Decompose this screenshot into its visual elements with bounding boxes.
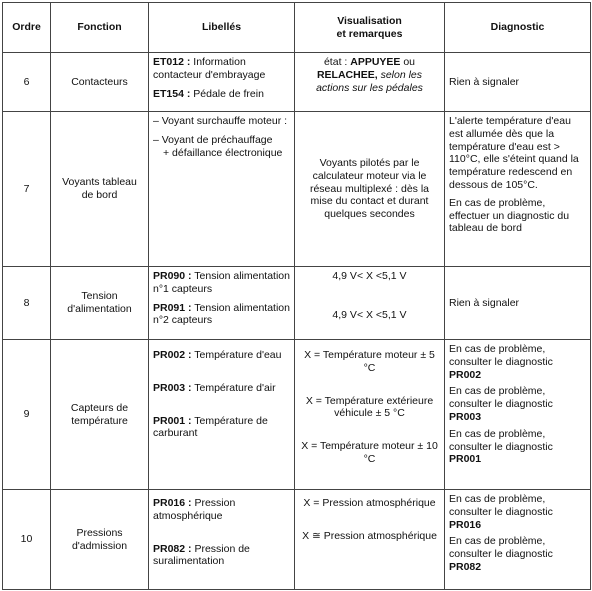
cell-libelles: ET012 : Information contacteur d'embrayage ET154 : Pédale de frein [149,53,295,112]
cell-ordre: 8 [3,267,51,340]
cell-ordre: 9 [3,340,51,490]
header-libelles: Libellés [149,3,295,53]
cell-libelles: PR090 : Tension alimentation n°1 capteurs PR091 : Tension alimentation n°2 capteurs [149,267,295,340]
cell-fonction: Contacteurs [51,53,149,112]
cell-ordre: 7 [3,112,51,267]
cell-diagnostic: En cas de problème, consulter le diagnostic PR016 En cas de problème, consulter le diagnostic PR082 [445,490,591,590]
table-row [3,340,591,490]
cell-ordre: 6 [3,53,51,112]
table-row [3,53,591,112]
table-row [3,267,591,340]
cell-fonction: Tension d'alimentation [51,267,149,340]
cell-fonction: Pressions d'admission [51,490,149,590]
cell-diagnostic: En cas de problème, consulter le diagnostic PR002 En cas de problème, consulter le diagnostic PR003 En cas de problème, consulter le diagnostic PR001 [445,340,591,490]
cell-fonction: Capteurs de température [51,340,149,490]
cell-diagnostic: Rien à signaler [445,53,591,112]
cell-libelles: PR016 : Pression atmosphérique PR082 : Pression de suralimentation [149,490,295,590]
header-fonction: Fonction [51,3,149,53]
cell-visualisation: Voyants pilotés par le calculateur moteur via le réseau multiplexé : dès la mise du contact et durant quelques secondes [295,112,445,267]
cell-libelles: – Voyant surchauffe moteur : – Voyant de préchauffage + défaillance électronique [149,112,295,267]
cell-visualisation: X = Pression atmosphérique X ≅ Pression atmosphérique [295,490,445,590]
table-row [3,490,591,590]
cell-ordre: 10 [3,490,51,590]
header-row [3,3,591,53]
cell-visualisation: X = Température moteur ± 5 °C X = Température extérieure véhicule ± 5 °C X = Température moteur ± 10 °C [295,340,445,490]
cell-visualisation: état : APPUYEE ou RELACHEE, selon les actions sur les pédales [295,53,445,112]
table-row [3,112,591,267]
diagnostic-table [2,2,591,590]
cell-diagnostic: L'alerte température d'eau est allumée dès que la température d'eau est > 110°C, elle s'éteint quand la température redescend en dessous de 105°C. En cas de problème, effectuer un diagnostic du tableau de bord [445,112,591,267]
cell-libelles: PR002 : Température d'eau PR003 : Température d'air PR001 : Température de carburant [149,340,295,490]
cell-fonction: Voyants tableau de bord [51,112,149,267]
cell-visualisation: 4,9 V< X <5,1 V 4,9 V< X <5,1 V [295,267,445,340]
header-visualisation: Visualisation et remarques [295,3,445,53]
header-ordre: Ordre [3,3,51,53]
cell-diagnostic: Rien à signaler [445,267,591,340]
header-diagnostic: Diagnostic [445,3,591,53]
